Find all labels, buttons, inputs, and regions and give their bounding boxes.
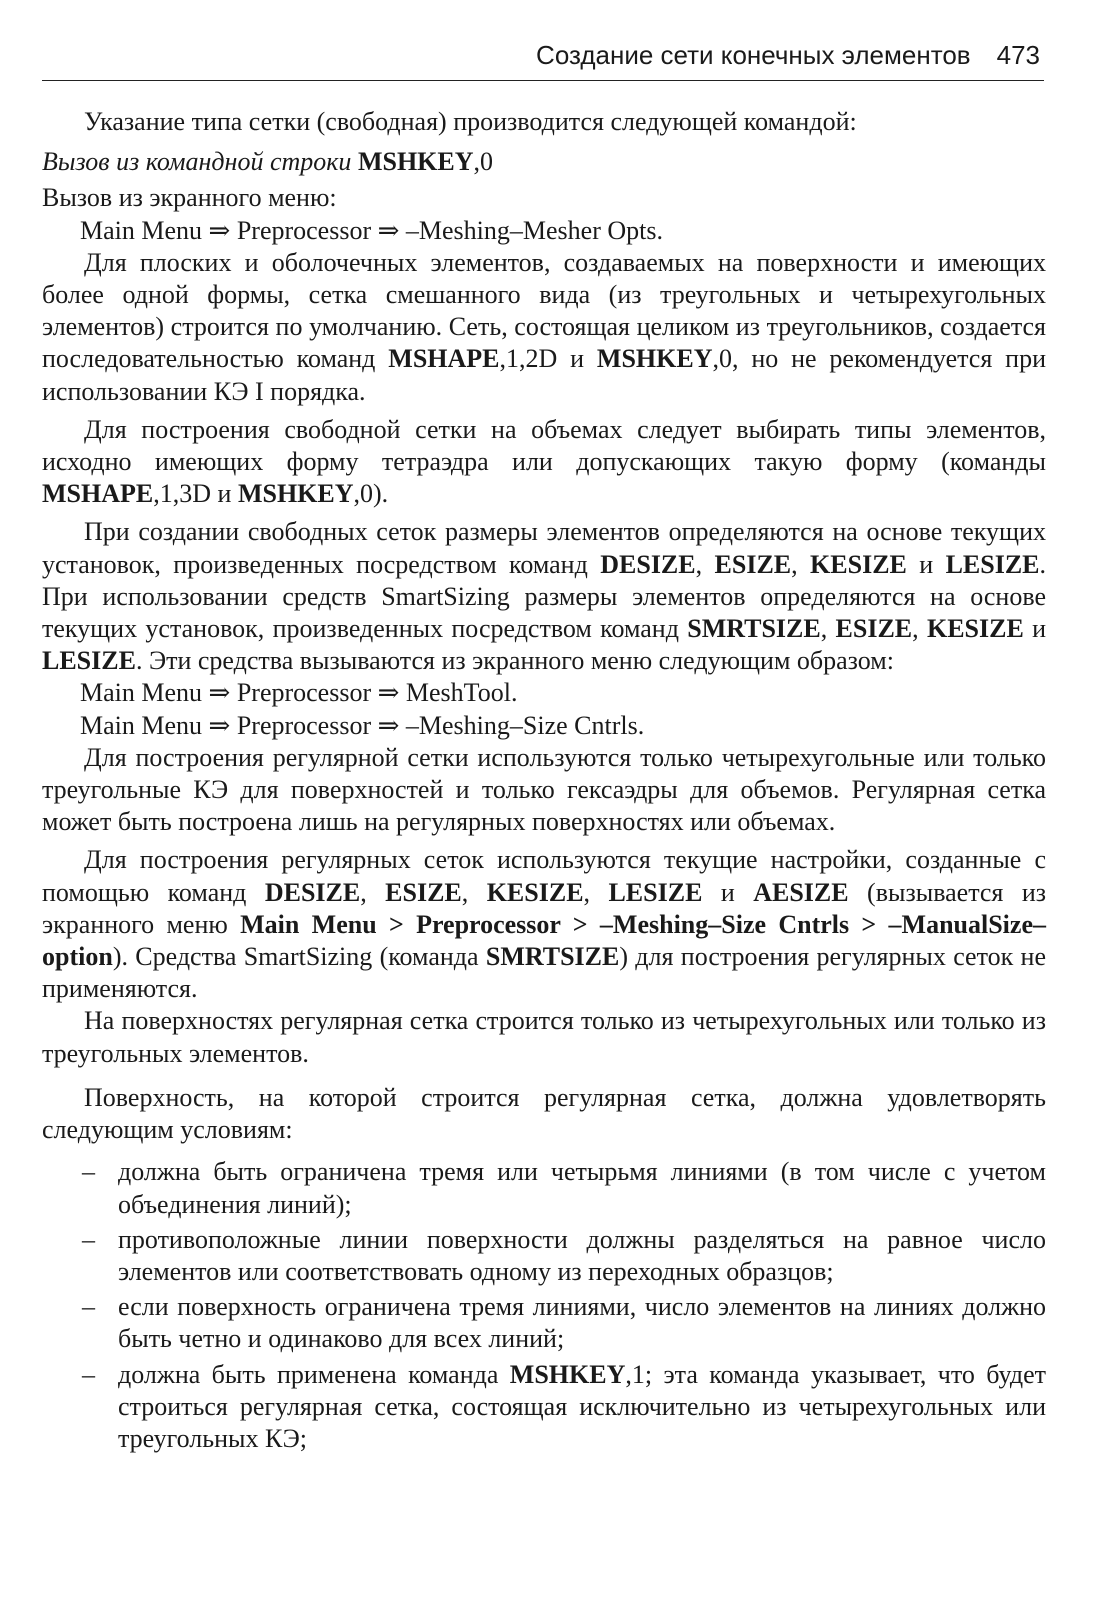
menu-path-mesher-opts: Main Menu ⇒ Preprocessor ⇒ –Meshing–Mesher Opts. bbox=[80, 215, 663, 245]
paragraph-conditions: Поверхность, на которой строится регулярная сетка, должна удовлетворять следующим условиям: bbox=[42, 1082, 1046, 1145]
page-number: 473 bbox=[996, 40, 1040, 70]
command-esize: ESIZE bbox=[835, 614, 913, 644]
menu-path-meshtool: Main Menu ⇒ Preprocessor ⇒ MeshTool. bbox=[80, 678, 518, 708]
command-mshkey: MSHKEY bbox=[237, 479, 354, 509]
conditions-list bbox=[42, 1156, 1046, 1455]
list-item: – если поверхность ограничена тремя линиями, число элементов на линиях должно быть четно и одинаково для всех линий; bbox=[82, 1292, 1046, 1354]
menu-call-label: Вызов из экранного меню: bbox=[42, 183, 337, 213]
paragraph-mapped-mesh-settings: Для построения регулярных сеток используются текущие настройки, созданные с помощью команд DESIZE, ESIZE, KESIZE, LESIZE и AESIZE (вызывается из экранного меню Main Menu > Preprocessor > –Meshing–Size Cntrls > –ManualSize–option). Средства SmartSizing (команда SMRTSIZE) для построения регулярных сеток не применяются. bbox=[42, 845, 1047, 1004]
command-line-call bbox=[42, 146, 1046, 178]
command-kesize: KESIZE bbox=[486, 877, 584, 907]
paragraph-free-mesh-sizing: При создании свободных сеток размеры элементов определяются на основе текущих установок, произведенных посредством команд DESIZE, ESIZE, KESIZE и LESIZE. При использовании средств SmartSizing размеры элементов определяются на основе текущих установок, произведенных посредством команд SMRTSIZE, ESIZE, KESIZE и LESIZE. Эти средства вызываются из экранного меню следующим образом: bbox=[42, 517, 1047, 676]
command-mshkey: MSHKEY bbox=[596, 344, 713, 374]
paragraph-mapped-mesh: Для построения регулярной сетки используются только четырехугольные или только треугольные КЭ для поверхностей и только гексаэдры для объемов. Регулярная сетка может быть построена лишь на регулярных поверхностях или объемах. bbox=[42, 742, 1046, 837]
paragraph-surface-mapped: На поверхностях регулярная сетка строится только из четырехугольных или только из треугольных элементов. bbox=[42, 1006, 1046, 1068]
command-desize: DESIZE bbox=[264, 877, 361, 907]
header-rule bbox=[42, 80, 1044, 81]
command-mshkey: MSHKEY bbox=[357, 147, 474, 177]
command-kesize: KESIZE bbox=[810, 549, 907, 579]
list-item: – противоположные линии поверхности должны разделяться на равное число элементов или соответствовать одному из переходных образцов; bbox=[82, 1224, 1046, 1286]
menu-path-manualsize: Main Menu > Preprocessor > –Meshing–Size Cntrls > –ManualSize–option bbox=[42, 909, 1046, 972]
paragraph-shell-elements: Для плоских и оболочечных элементов, создаваемых на поверхности и имеющих более одной формы, сетка смешанного вида (из треугольных и четырехугольных элементов) строится по умолчанию. Сеть, состоящая целиком из треугольников, создается последовательностью команд MSHAPE,1,2D и MSHKEY,0, но не рекомендуется при использовании КЭ I порядка. bbox=[42, 247, 1046, 406]
command-kesize: KESIZE bbox=[926, 614, 1024, 644]
paragraph-mesh-type: Указание типа сетки (свободная) производится следующей командой: bbox=[84, 107, 857, 136]
command-line-call-label: Вызов из командной строки bbox=[42, 147, 352, 177]
command-aesize: AESIZE bbox=[753, 877, 849, 907]
command-esize: ESIZE bbox=[714, 549, 792, 579]
menu-path-size-cntrls: Main Menu ⇒ Preprocessor ⇒ –Meshing–Size Cntrls. bbox=[80, 710, 645, 740]
command-arg: ,0 bbox=[473, 147, 494, 177]
command-mshkey: MSHKEY bbox=[509, 1359, 626, 1389]
paragraph-volume-free-mesh: Для построения свободной сетки на объемах следует выбирать типы элементов, исходно имеющих форму тетраэдра или допускающих такую форму (команды MSHAPE,1,3D и MSHKEY,0). bbox=[42, 414, 1046, 509]
command-mshape: MSHAPE bbox=[388, 344, 500, 374]
dash-marker: – bbox=[82, 1359, 95, 1389]
list-item: – должна быть ограничена тремя или четырьмя линиями (в том числе с учетом объединения линий); bbox=[82, 1157, 1046, 1219]
list-item: – должна быть применена команда MSHKEY,1; эта команда указывает, что будет строиться регулярная сетка, состоящая исключительно из четырехугольных или треугольных КЭ; bbox=[82, 1359, 1046, 1453]
command-esize: ESIZE bbox=[385, 877, 462, 907]
dash-marker: – bbox=[82, 1224, 95, 1254]
command-desize: DESIZE bbox=[600, 549, 696, 579]
command-lesize: LESIZE bbox=[608, 877, 703, 907]
running-head bbox=[42, 40, 1040, 76]
dash-marker: – bbox=[82, 1292, 95, 1322]
page-body bbox=[42, 106, 1046, 1458]
command-lesize: LESIZE bbox=[42, 646, 136, 676]
command-smrtsize: SMRTSIZE bbox=[687, 614, 821, 644]
dash-marker: – bbox=[82, 1157, 95, 1187]
command-lesize: LESIZE bbox=[945, 549, 1040, 579]
command-mshape: MSHAPE bbox=[42, 479, 154, 509]
running-head-title: Создание сети конечных элементов bbox=[536, 40, 971, 70]
command-smrtsize: SMRTSIZE bbox=[485, 942, 620, 972]
